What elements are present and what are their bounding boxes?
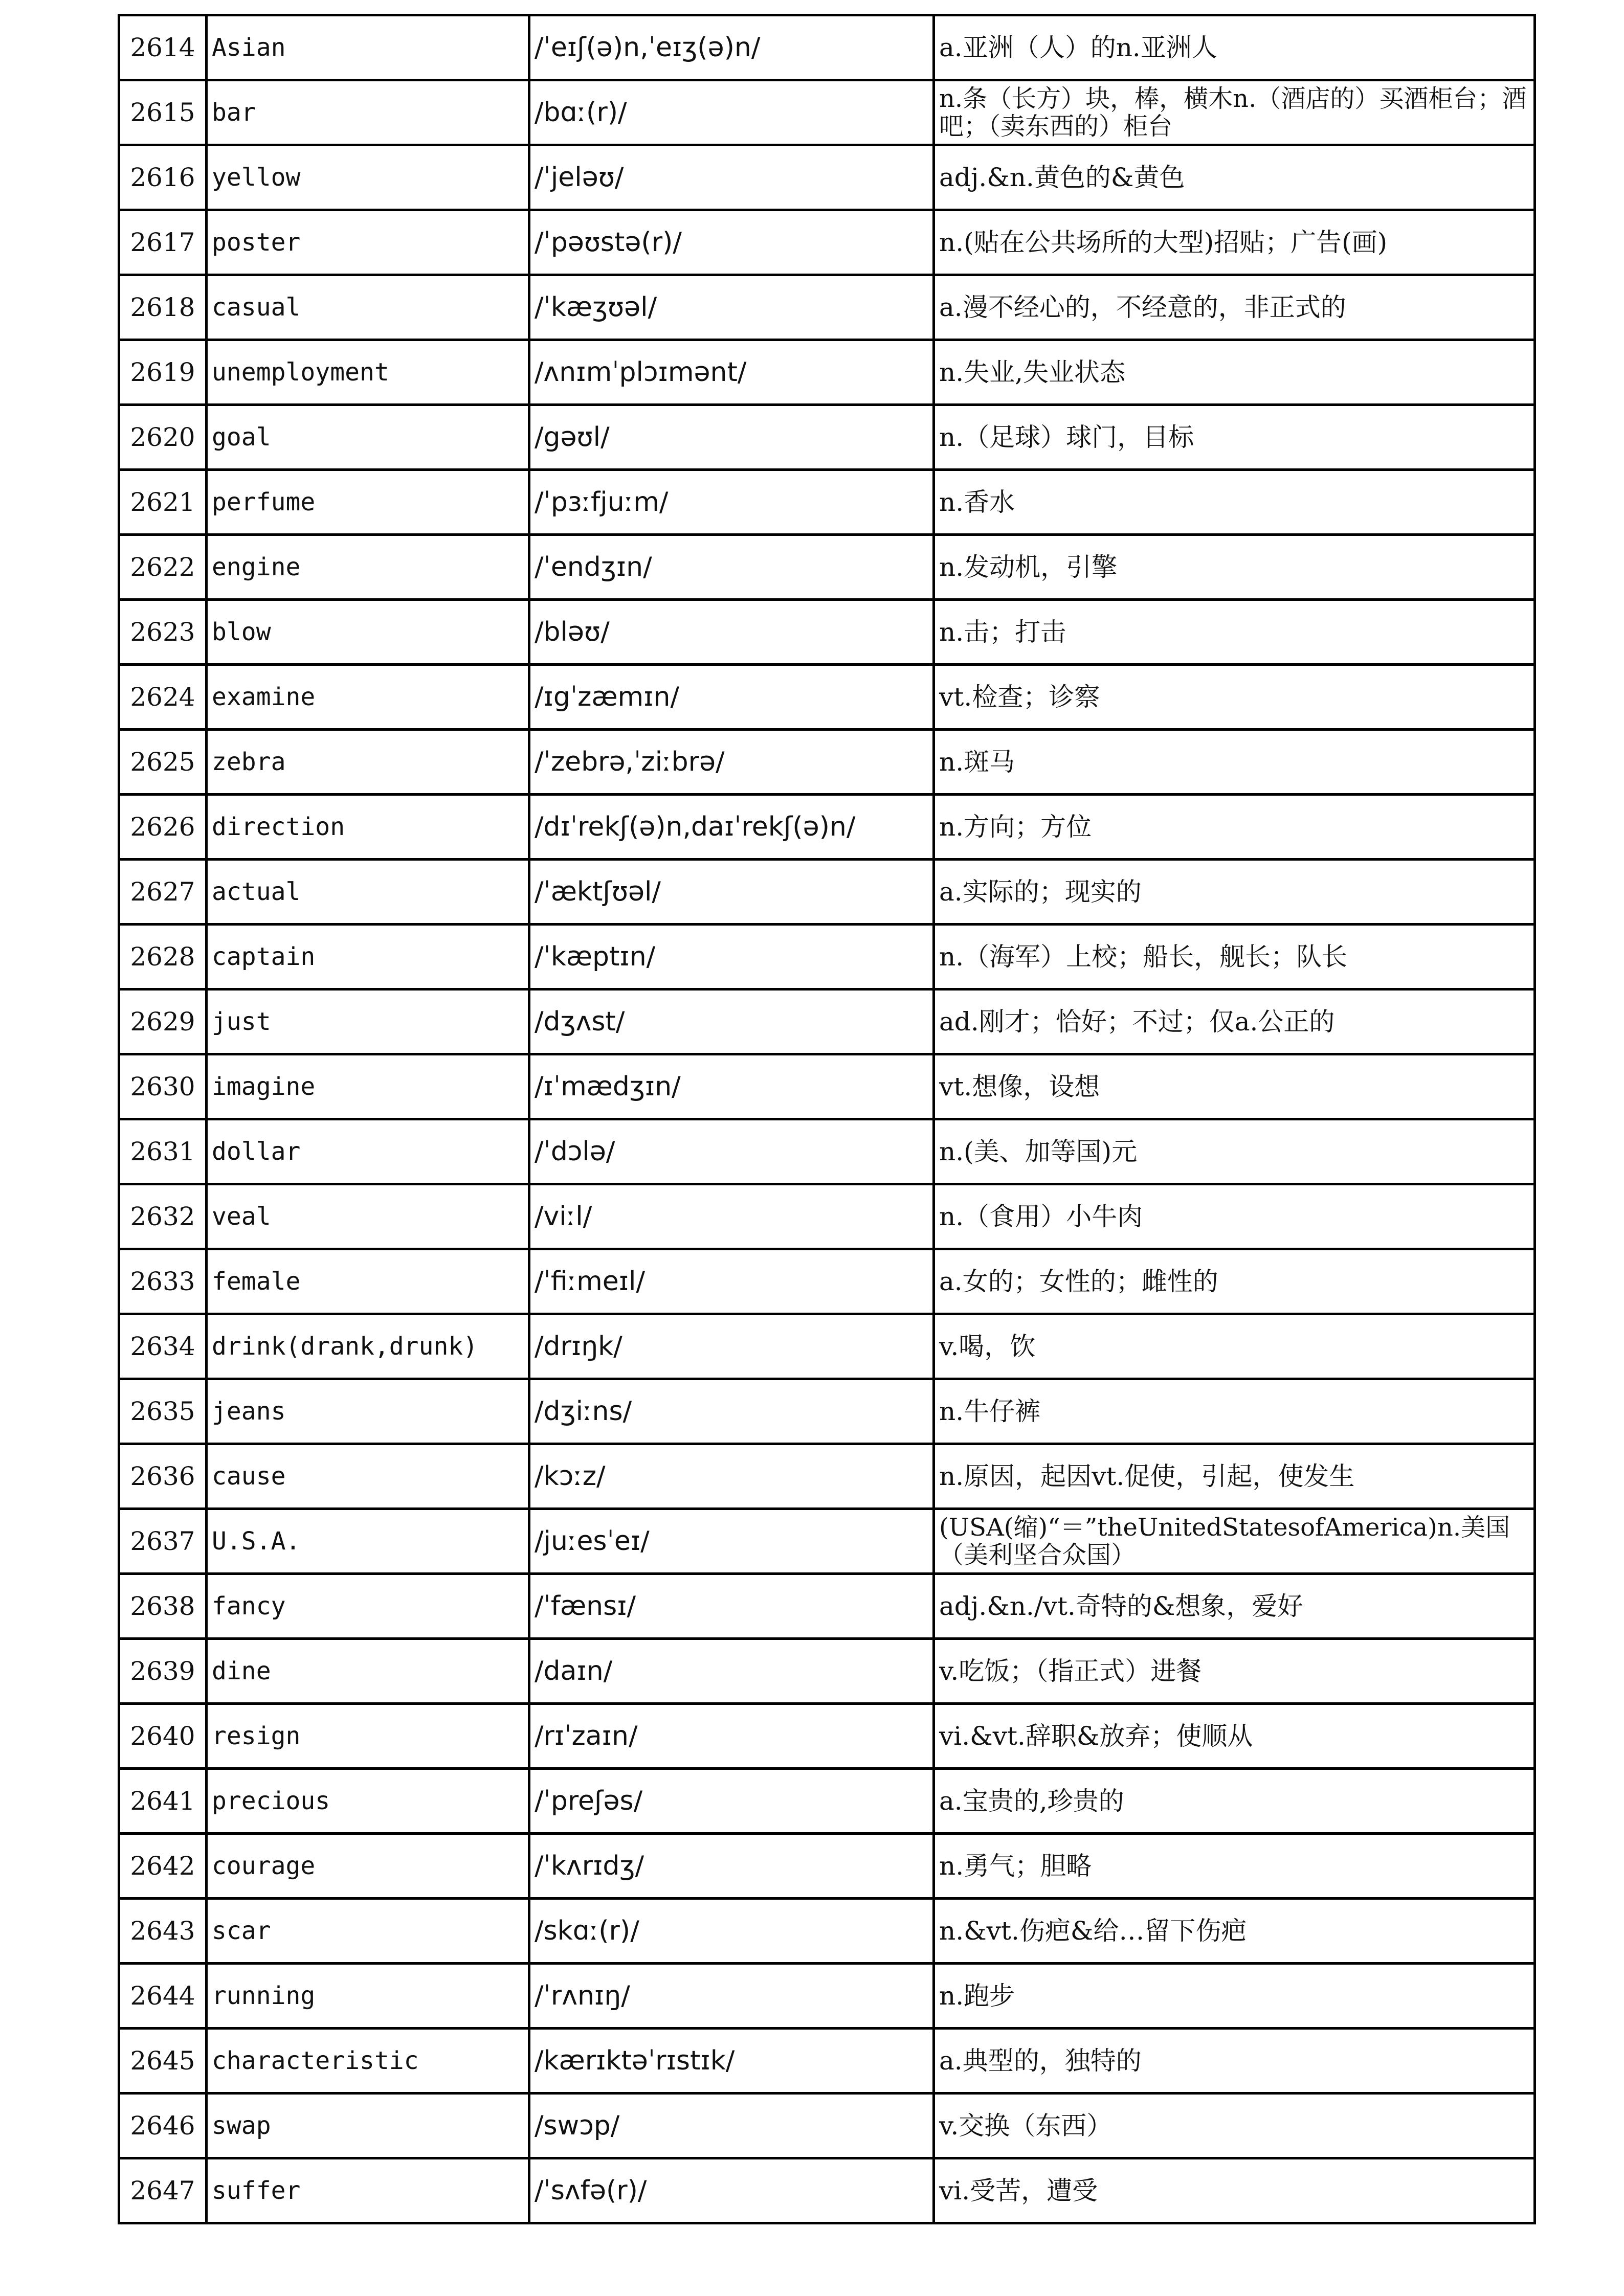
word-cell: goal (207, 405, 529, 470)
phonetic-cell: /kærɪktəˈrɪstɪk/ (529, 2029, 934, 2094)
row-number: 2644 (119, 1964, 207, 2029)
table-row (119, 1184, 1535, 1249)
phonetic-cell: /ɪgˈzæmɪn/ (529, 665, 934, 730)
definition-cell: v.喝，饮 (934, 1314, 1535, 1379)
phonetic-cell: /ˈzebrə,ˈziːbrə/ (529, 730, 934, 795)
row-number: 2647 (119, 2158, 207, 2223)
word-cell: cause (207, 1444, 529, 1509)
definition-cell: a.亚洲（人）的n.亚洲人 (934, 15, 1535, 80)
phonetic-cell: /bɑː(r)/ (529, 80, 934, 145)
word-cell: veal (207, 1184, 529, 1249)
table-row (119, 1249, 1535, 1314)
row-number: 2643 (119, 1899, 207, 1964)
definition-cell: n.&vt.伤疤&给…留下伤疤 (934, 1899, 1535, 1964)
phonetic-cell: /bləʊ/ (529, 600, 934, 665)
row-number: 2633 (119, 1249, 207, 1314)
table-row (119, 80, 1535, 145)
word-cell: dollar (207, 1119, 529, 1184)
row-number: 2637 (119, 1509, 207, 1574)
phonetic-cell: /gəʊl/ (529, 405, 934, 470)
row-number: 2630 (119, 1054, 207, 1119)
table-row (119, 340, 1535, 405)
definition-cell: n.原因，起因vt.促使，引起，使发生 (934, 1444, 1535, 1509)
row-number: 2617 (119, 210, 207, 275)
row-number: 2626 (119, 795, 207, 860)
word-cell: poster (207, 210, 529, 275)
table-row (119, 145, 1535, 210)
definition-cell: n.(贴在公共场所的大型)招贴；广告(画) (934, 210, 1535, 275)
table-row (119, 2029, 1535, 2094)
row-number: 2632 (119, 1184, 207, 1249)
row-number: 2638 (119, 1574, 207, 1639)
table-row (119, 2094, 1535, 2158)
row-number: 2624 (119, 665, 207, 730)
table-row (119, 730, 1535, 795)
definition-cell: n.击；打击 (934, 600, 1535, 665)
table-row (119, 1379, 1535, 1444)
definition-cell: vi.受苦，遭受 (934, 2158, 1535, 2223)
table-row (119, 1444, 1535, 1509)
definition-cell: adj.&n.黄色的&黄色 (934, 145, 1535, 210)
phonetic-cell: /dɪˈrekʃ(ə)n,daɪˈrekʃ(ə)n/ (529, 795, 934, 860)
phonetic-cell: /ˈkæptɪn/ (529, 925, 934, 989)
word-cell: dine (207, 1639, 529, 1704)
vocabulary-table (118, 14, 1536, 2224)
row-number: 2623 (119, 600, 207, 665)
definition-cell: n.勇气；胆略 (934, 1834, 1535, 1899)
word-cell: swap (207, 2094, 529, 2158)
word-cell: resign (207, 1704, 529, 1769)
row-number: 2631 (119, 1119, 207, 1184)
table-row (119, 1119, 1535, 1184)
table-row (119, 860, 1535, 925)
definition-cell: vt.检查；诊察 (934, 665, 1535, 730)
word-cell: precious (207, 1769, 529, 1834)
definition-cell: a.实际的；现实的 (934, 860, 1535, 925)
phonetic-cell: /rɪˈzaɪn/ (529, 1704, 934, 1769)
definition-cell: n.条（长方）块，棒，横木n.（酒店的）买酒柜台；酒吧；（卖东西的）柜台 (934, 80, 1535, 145)
row-number: 2625 (119, 730, 207, 795)
phonetic-cell: /swɔp/ (529, 2094, 934, 2158)
word-cell: imagine (207, 1054, 529, 1119)
phonetic-cell: /ˈfænsɪ/ (529, 1574, 934, 1639)
word-cell: drink(drank,drunk) (207, 1314, 529, 1379)
phonetic-cell: /daɪn/ (529, 1639, 934, 1704)
definition-cell: v.吃饭；（指正式）进餐 (934, 1639, 1535, 1704)
word-cell: courage (207, 1834, 529, 1899)
table-row (119, 1509, 1535, 1574)
phonetic-cell: /ˈkæʒʊəl/ (529, 275, 934, 340)
phonetic-cell: /ˈeɪʃ(ə)n,ˈeɪʒ(ə)n/ (529, 15, 934, 80)
vocabulary-table-body (119, 15, 1535, 2223)
row-number: 2641 (119, 1769, 207, 1834)
definition-cell: ad.刚才；恰好；不过；仅a.公正的 (934, 989, 1535, 1054)
table-row (119, 275, 1535, 340)
table-row (119, 2158, 1535, 2223)
definition-cell: a.女的；女性的；雌性的 (934, 1249, 1535, 1314)
phonetic-cell: /ˈrʌnɪŋ/ (529, 1964, 934, 2029)
table-row (119, 1899, 1535, 1964)
phonetic-cell: /skɑː(r)/ (529, 1899, 934, 1964)
word-cell: Asian (207, 15, 529, 80)
row-number: 2619 (119, 340, 207, 405)
row-number: 2627 (119, 860, 207, 925)
row-number: 2639 (119, 1639, 207, 1704)
word-cell: captain (207, 925, 529, 989)
word-cell: actual (207, 860, 529, 925)
row-number: 2621 (119, 470, 207, 535)
word-cell: female (207, 1249, 529, 1314)
word-cell: yellow (207, 145, 529, 210)
phonetic-cell: /ɪˈmædʒɪn/ (529, 1054, 934, 1119)
phonetic-cell: /viːl/ (529, 1184, 934, 1249)
word-cell: perfume (207, 470, 529, 535)
table-row (119, 1964, 1535, 2029)
table-row (119, 600, 1535, 665)
definition-cell: n.牛仔裤 (934, 1379, 1535, 1444)
table-row (119, 1054, 1535, 1119)
word-cell: just (207, 989, 529, 1054)
row-number: 2634 (119, 1314, 207, 1379)
definition-cell: n.方向；方位 (934, 795, 1535, 860)
word-cell: running (207, 1964, 529, 2029)
table-row (119, 795, 1535, 860)
row-number: 2618 (119, 275, 207, 340)
word-cell: suffer (207, 2158, 529, 2223)
word-cell: engine (207, 535, 529, 600)
definition-cell: n.（足球）球门，目标 (934, 405, 1535, 470)
row-number: 2620 (119, 405, 207, 470)
row-number: 2645 (119, 2029, 207, 2094)
phonetic-cell: /ˈpɜːfjuːm/ (529, 470, 934, 535)
table-row (119, 1834, 1535, 1899)
word-cell: unemployment (207, 340, 529, 405)
phonetic-cell: /ˈfiːmeɪl/ (529, 1249, 934, 1314)
definition-cell: a.宝贵的,珍贵的 (934, 1769, 1535, 1834)
definition-cell: adj.&n./vt.奇特的&想象，爱好 (934, 1574, 1535, 1639)
row-number: 2636 (119, 1444, 207, 1509)
definition-cell: n.香水 (934, 470, 1535, 535)
definition-cell: a.漫不经心的，不经意的，非正式的 (934, 275, 1535, 340)
table-row (119, 1314, 1535, 1379)
phonetic-cell: /ˈpreʃəs/ (529, 1769, 934, 1834)
table-row (119, 925, 1535, 989)
phonetic-cell: /ˈpəʊstə(r)/ (529, 210, 934, 275)
word-cell: direction (207, 795, 529, 860)
phonetic-cell: /dʒiːns/ (529, 1379, 934, 1444)
table-row (119, 989, 1535, 1054)
row-number: 2615 (119, 80, 207, 145)
row-number: 2616 (119, 145, 207, 210)
table-row (119, 470, 1535, 535)
definition-cell: vi.&vt.辞职&放弃；使顺从 (934, 1704, 1535, 1769)
definition-cell: n.发动机，引擎 (934, 535, 1535, 600)
phonetic-cell: /ˈendʒɪn/ (529, 535, 934, 600)
phonetic-cell: /juːesˈeɪ/ (529, 1509, 934, 1574)
word-cell: casual (207, 275, 529, 340)
definition-cell: n.（海军）上校；船长，舰长；队长 (934, 925, 1535, 989)
definition-cell: n.(美、加等国)元 (934, 1119, 1535, 1184)
word-cell: scar (207, 1899, 529, 1964)
row-number: 2646 (119, 2094, 207, 2158)
phonetic-cell: /kɔːz/ (529, 1444, 934, 1509)
word-cell: blow (207, 600, 529, 665)
row-number: 2635 (119, 1379, 207, 1444)
word-cell: bar (207, 80, 529, 145)
definition-cell: n.跑步 (934, 1964, 1535, 2029)
row-number: 2628 (119, 925, 207, 989)
word-cell: zebra (207, 730, 529, 795)
word-cell: fancy (207, 1574, 529, 1639)
row-number: 2640 (119, 1704, 207, 1769)
table-row (119, 1769, 1535, 1834)
definition-cell: (USA(缩)“＝”theUnitedStatesofAmerica)n.美国（美利坚合众国） (934, 1509, 1535, 1574)
phonetic-cell: /ˈsʌfə(r)/ (529, 2158, 934, 2223)
row-number: 2642 (119, 1834, 207, 1899)
table-row (119, 1639, 1535, 1704)
row-number: 2629 (119, 989, 207, 1054)
phonetic-cell: /ˈkʌrɪdʒ/ (529, 1834, 934, 1899)
row-number: 2622 (119, 535, 207, 600)
table-row (119, 535, 1535, 600)
phonetic-cell: /ʌnɪmˈplɔɪmənt/ (529, 340, 934, 405)
table-row (119, 15, 1535, 80)
table-row (119, 210, 1535, 275)
definition-cell: vt.想像，设想 (934, 1054, 1535, 1119)
word-cell: U.S.A. (207, 1509, 529, 1574)
table-row (119, 1704, 1535, 1769)
phonetic-cell: /drɪŋk/ (529, 1314, 934, 1379)
definition-cell: n.（食用）小牛肉 (934, 1184, 1535, 1249)
definition-cell: n.失业,失业状态 (934, 340, 1535, 405)
phonetic-cell: /ˈdɔlə/ (529, 1119, 934, 1184)
phonetic-cell: /dʒʌst/ (529, 989, 934, 1054)
word-cell: characteristic (207, 2029, 529, 2094)
row-number: 2614 (119, 15, 207, 80)
word-cell: jeans (207, 1379, 529, 1444)
table-row (119, 1574, 1535, 1639)
word-cell: examine (207, 665, 529, 730)
phonetic-cell: /ˈjeləʊ/ (529, 145, 934, 210)
table-row (119, 405, 1535, 470)
phonetic-cell: /ˈæktʃʊəl/ (529, 860, 934, 925)
table-row (119, 665, 1535, 730)
definition-cell: n.斑马 (934, 730, 1535, 795)
definition-cell: v.交换（东西） (934, 2094, 1535, 2158)
definition-cell: a.典型的，独特的 (934, 2029, 1535, 2094)
